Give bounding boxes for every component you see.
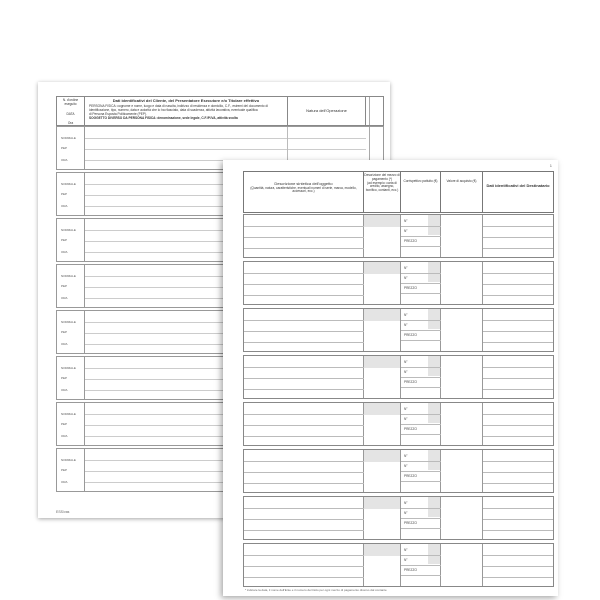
front-record-row: N° N° PREZZO — [243, 214, 554, 258]
description-header: Descrizione sintetica dell'oggetto (Quantità, natura, caratteristiche, eventuali numeri di serie, marca, modello, accessori, ecc.) — [244, 172, 364, 212]
client-data-body-4: SOGGETTO DIVERSO DA PERSONA FISICA: denominazione, sede legale, C.F./P.IVA, attività svolta — [89, 115, 238, 120]
value-cell — [441, 403, 483, 445]
record-meta-cell: NORMALE PEP ORA — [57, 357, 85, 399]
recipient-data-header: Dati identificativi del Destinatario — [486, 183, 550, 188]
value-cell — [441, 544, 483, 586]
front-footer: * indicare la data, il nome dell'Ente e il numero del titolo per ogni mezzo di pagamento diverso dal contante — [245, 588, 387, 592]
agreed-price-header: Corrispettivo pattuito (€) — [401, 172, 441, 212]
record-meta-cell: NORMALE PEP ORA — [57, 173, 85, 215]
description-cell — [244, 544, 364, 586]
client-data-body-1: PERSONA FISICA: cognome e nome, luogo e data di nascita, indirizzo di residenza e domicilio, C.F., estremi del documento di — [89, 103, 268, 108]
front-record-row: N° N° PREZZO — [243, 543, 554, 587]
value-cell — [441, 262, 483, 304]
front-record-row: N° N° PREZZO — [243, 449, 554, 493]
front-record-row: N° N° PREZZO — [243, 355, 554, 399]
back-table-header — [56, 96, 384, 126]
value-cell — [441, 215, 483, 257]
description-cell — [244, 215, 364, 257]
operation-nature-header: Natura dell'Operazione — [288, 97, 366, 125]
front-record-row: N° N° PREZZO — [243, 308, 554, 352]
client-data-title: Dati identificativi del Cliente, del Presentatore Esecutore e/o Titolare effettivo — [112, 98, 260, 103]
client-data-body-3: di Persona Esposta Politicamente (PEP). — [89, 112, 147, 117]
client-data-header — [85, 97, 288, 125]
description-cell — [244, 309, 364, 351]
value-cell — [441, 450, 483, 492]
record-meta-cell: NORMALE PEP ORA — [57, 127, 85, 169]
description-cell — [244, 450, 364, 492]
value-cell — [441, 497, 483, 539]
order-number-header: N. d'ordine eseguito DATA Ora — [57, 97, 85, 125]
client-data-body-2: identificazione, tipo, numero, data e autorità che lo ha rilasciato, data di scadenza, attività lavorativa, eventuale qualifica — [89, 108, 258, 113]
record-meta-cell: NORMALE PEP ORA — [57, 311, 85, 353]
record-meta-cell: NORMALE PEP ORA — [57, 265, 85, 307]
description-cell — [244, 497, 364, 539]
description-cell — [244, 262, 364, 304]
payment-means-header: Descrizione del mezzo di pagamento (*) (ad esempio: carta di credito, assegno, bonifico, contanti, ecc.) — [364, 172, 401, 212]
front-table-header — [243, 171, 554, 213]
record-meta-cell: NORMALE PEP ORA — [57, 403, 85, 445]
page-number: 1 — [549, 163, 552, 168]
description-cell — [244, 403, 364, 445]
front-record-row: N° N° PREZZO — [243, 496, 554, 540]
description-cell — [244, 356, 364, 398]
record-meta-cell: NORMALE PEP ORA — [57, 219, 85, 261]
purchase-value-header: Valore di acquisto (€) — [441, 172, 483, 212]
back-footer: ESS/vas — [56, 510, 70, 514]
front-record-row: N° N° PREZZO — [243, 261, 554, 305]
front-record-row: N° N° PREZZO — [243, 402, 554, 446]
front-register-page — [223, 160, 558, 596]
record-meta-cell: NORMALE PEP ORA — [57, 449, 85, 491]
value-cell — [441, 356, 483, 398]
value-cell — [441, 309, 483, 351]
